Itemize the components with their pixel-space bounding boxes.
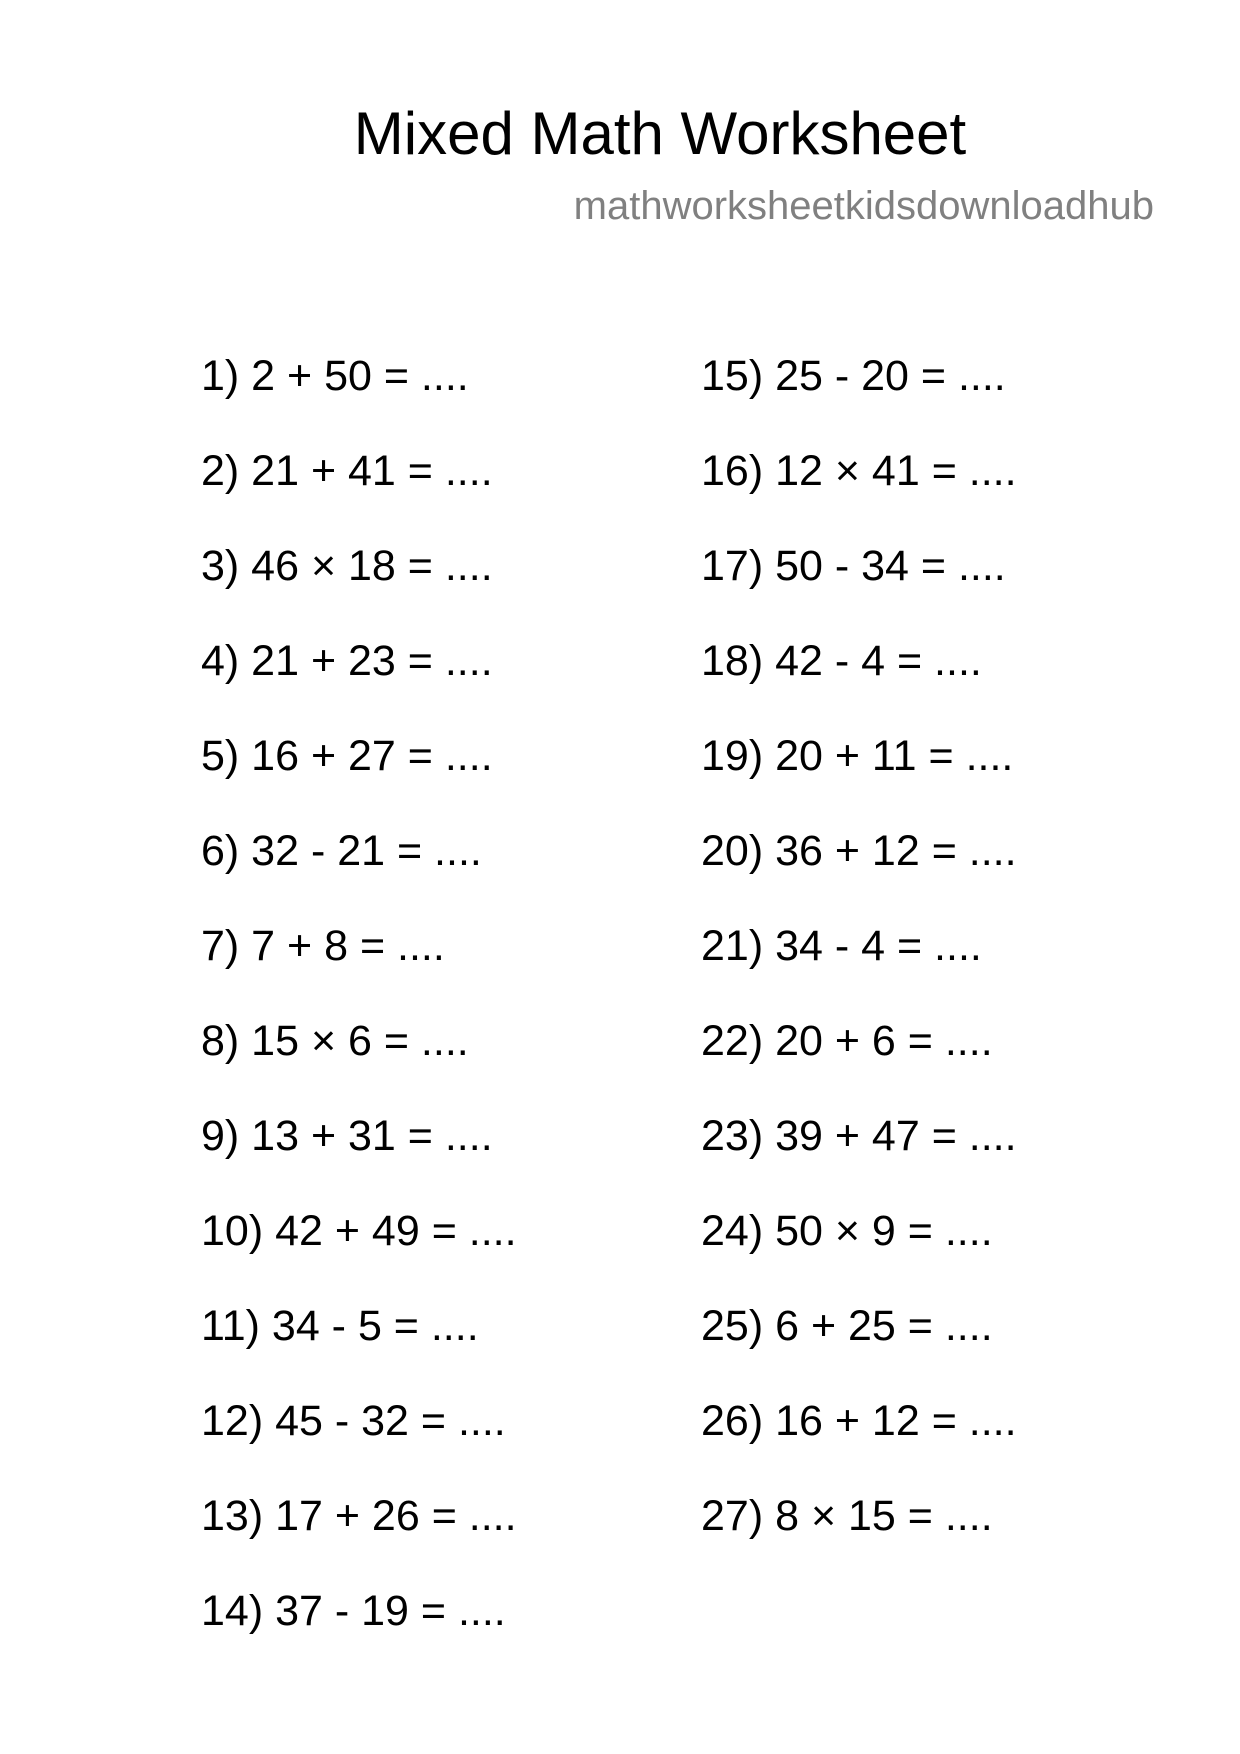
problems-column-left — [201, 352, 517, 1682]
problem-item: 1) 2 + 50 = .... — [201, 352, 469, 400]
problem-item: 23) 39 + 47 = .... — [701, 1112, 1017, 1160]
problem-item: 26) 16 + 12 = .... — [701, 1397, 1017, 1445]
problem-item: 7) 7 + 8 = .... — [201, 922, 445, 970]
problem-item: 25) 6 + 25 = .... — [701, 1302, 993, 1350]
problem-item: 4) 21 + 23 = .... — [201, 637, 493, 685]
problem-item: 6) 32 - 21 = .... — [201, 827, 482, 875]
problem-item: 8) 15 × 6 = .... — [201, 1017, 469, 1065]
problem-item: 22) 20 + 6 = .... — [701, 1017, 993, 1065]
problem-item: 15) 25 - 20 = .... — [701, 352, 1006, 400]
problem-item: 10) 42 + 49 = .... — [201, 1207, 517, 1255]
problems-column-right — [701, 352, 1017, 1587]
worksheet-title: Mixed Math Worksheet — [353, 100, 967, 167]
problem-item: 21) 34 - 4 = .... — [701, 922, 982, 970]
problem-item: 14) 37 - 19 = .... — [201, 1587, 506, 1635]
problem-item: 3) 46 × 18 = .... — [201, 542, 493, 590]
problem-item: 24) 50 × 9 = .... — [701, 1207, 993, 1255]
problem-item: 20) 36 + 12 = .... — [701, 827, 1017, 875]
problem-item: 16) 12 × 41 = .... — [701, 447, 1017, 495]
problem-item: 12) 45 - 32 = .... — [201, 1397, 506, 1445]
problem-item: 19) 20 + 11 = .... — [701, 732, 1014, 780]
problem-item: 2) 21 + 41 = .... — [201, 447, 493, 495]
problem-item: 9) 13 + 31 = .... — [201, 1112, 493, 1160]
problem-item: 18) 42 - 4 = .... — [701, 637, 982, 685]
problem-item: 27) 8 × 15 = .... — [701, 1492, 993, 1540]
problem-item: 11) 34 - 5 = .... — [201, 1302, 479, 1350]
worksheet-source: mathworksheetkidsdownloadhub — [573, 184, 1154, 228]
problem-item: 17) 50 - 34 = .... — [701, 542, 1006, 590]
problem-item: 13) 17 + 26 = .... — [201, 1492, 517, 1540]
problem-item: 5) 16 + 27 = .... — [201, 732, 493, 780]
